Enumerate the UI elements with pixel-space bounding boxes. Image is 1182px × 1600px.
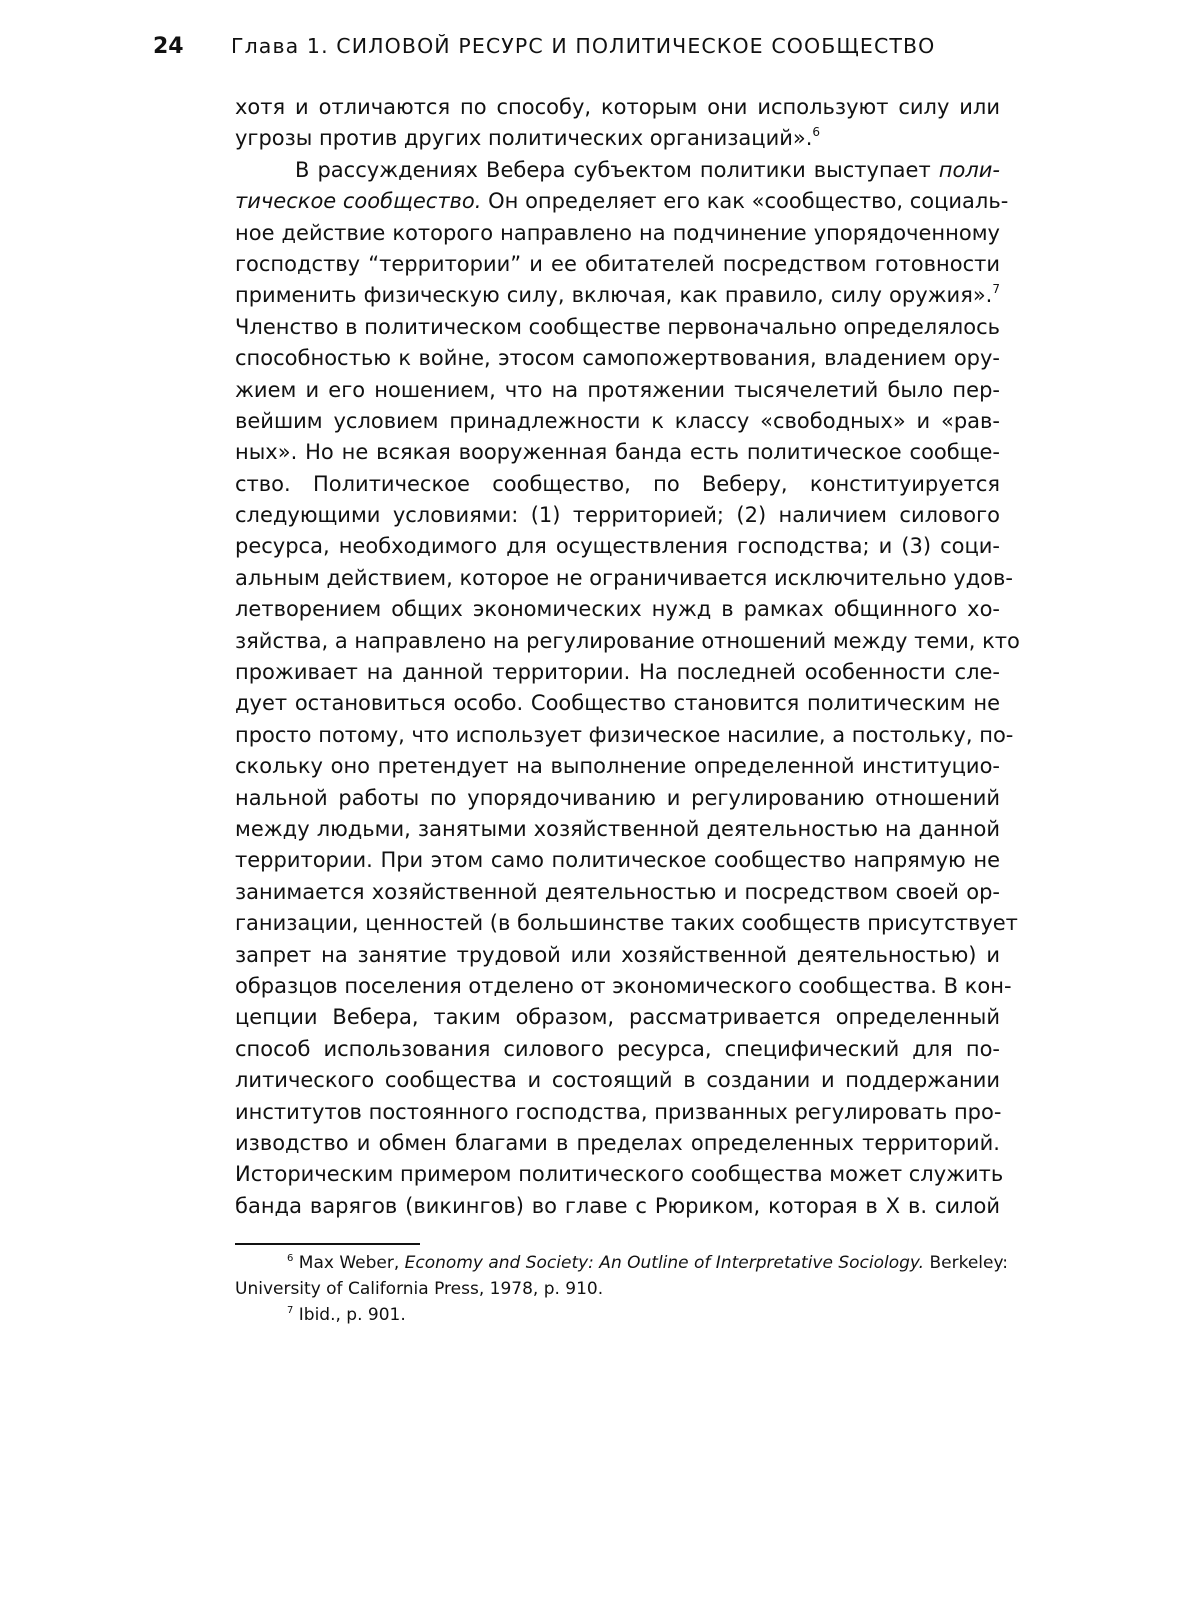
footnote-ref[interactable]: 6 [812, 125, 821, 140]
text-line: способностью к войне, этосом самопожертвования, владением ору- [235, 346, 1000, 371]
text-line: территории. При этом само политическое сообщество напрямую не [235, 848, 1000, 873]
text-line: скольку оно претендует на выполнение определенной институцио- [235, 754, 1000, 779]
text-line: банда варягов (викингов) во главе с Рюриком, которая в X в. силой [235, 1193, 1000, 1218]
footnote-6: $^6$ Max Weber, Economy and Society: An Outline of Interpretative Sociology. Berkeley: [287, 1253, 1009, 1273]
text-line: изводство и обмен благами в пределах определенных территорий. [235, 1130, 1000, 1155]
paragraph-start: В рассуждениях Вебера субъектом политики выступает поли- [295, 157, 1000, 182]
text-line: ганизации, ценностей (в большинстве таких сообществ присутствует [235, 911, 1018, 936]
text-line: господству “территории” и ее обитателей посредством готовности [235, 251, 1000, 276]
text-line: альным действием, которое не ограничивается исключительно удов- [235, 565, 1013, 590]
text-line: Членство в политическом сообществе первоначально определялось [235, 314, 1000, 339]
text-line: институтов постоянного господства, призванных регулировать про- [235, 1099, 1002, 1124]
text-line: литического сообщества и состоящий в создании и поддержании [235, 1068, 1000, 1093]
running-head [153, 34, 1013, 68]
text-line: летворением общих экономических нужд в рамках общинного хо- [235, 597, 1000, 622]
body-text [235, 92, 1020, 1222]
text-line: зяйства, а направлено на регулирование отношений между теми, кто [235, 628, 1020, 653]
text-line: запрет на занятие трудовой или хозяйственной деятельностью) и [235, 942, 1000, 967]
text-line: тическое сообщество. Он определяет его как «сообщество, социаль- [235, 189, 1009, 214]
text-line: нальной работы по упорядочиванию и регулированию отношений [235, 785, 1000, 810]
footnote-ref[interactable]: 7 [992, 282, 1000, 297]
text-line: ное действие которого направлено на подчинение упорядоченному [235, 220, 1000, 245]
text-line: следующими условиями: (1) территорией; (2) наличием силового [235, 503, 1000, 528]
text-line: вейшим условием принадлежности к классу «свободных» и «рав- [235, 408, 1000, 433]
footnotes [235, 1250, 1009, 1328]
text-line: ство. Политическое сообщество, по Веберу, конституируется [235, 471, 1000, 496]
text-line: применить физическую силу, включая, как правило, силу оружия».$^7$ [235, 282, 1000, 308]
footnote-6-continued: University of California Press, 1978, p. 910. [235, 1279, 604, 1299]
text-line: жием и его ношением, что на протяжении тысячелетий было пер- [235, 377, 1000, 402]
text-line: способ использования силового ресурса, специфический для по- [235, 1036, 1000, 1061]
text-line: цепции Вебера, таким образом, рассматривается определенный [235, 1005, 1000, 1030]
text-line: Историческим примером политического сообщества может служить [235, 1162, 1004, 1187]
text-line: образцов поселения отделено от экономического сообщества. В кон- [235, 973, 1012, 998]
text-line: просто потому, что использует физическое насилие, а постольку, по- [235, 722, 1014, 747]
footnote-divider [235, 1243, 420, 1245]
text-line: ресурса, необходимого для осуществления господства; и (3) соци- [235, 534, 1000, 559]
footnote-number: 7 [287, 1305, 294, 1316]
chapter-title: Глава 1. СИЛОВОЙ РЕСУРС И ПОЛИТИЧЕСКОЕ СООБЩЕСТВО [231, 34, 936, 58]
text-line: между людьми, занятыми хозяйственной деятельностью на данной [235, 816, 1000, 841]
page-number: 24 [153, 34, 184, 59]
footnote-7: $^7$ Ibid., p. 901. [287, 1305, 406, 1325]
text-line: ных». Но не всякая вооруженная банда есть политическое сообще- [235, 440, 1000, 465]
text-line: проживает на данной территории. На последней особенности сле- [235, 660, 1000, 685]
footnote-number: 6 [287, 1253, 294, 1264]
cited-title: Economy and Society: An Outline of Interpretative Sociology. [404, 1253, 925, 1273]
text-line: занимается хозяйственной деятельностью и посредством своей ор- [235, 879, 1000, 904]
text-line: дует остановиться особо. Сообщество становится политическим не [235, 691, 1000, 716]
text-line: хотя и отличаются по способу, которым они используют силу или [235, 95, 1000, 119]
text-line: угрозы против других политических организаций».$^6$ [235, 125, 821, 151]
